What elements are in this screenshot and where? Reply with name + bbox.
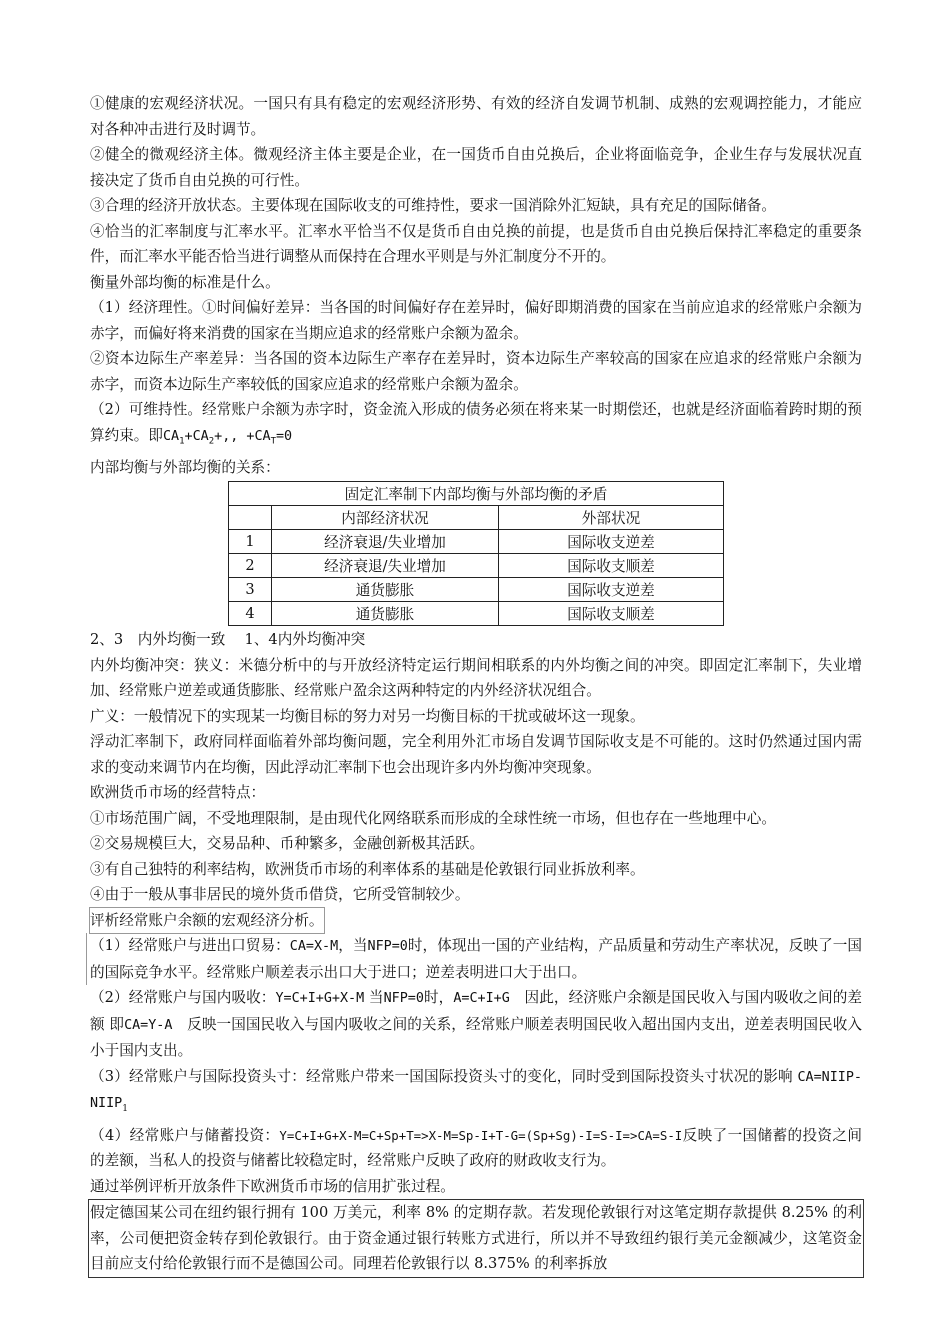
section-heading: 通过举例评析开放条件下欧洲货币市场的信用扩张过程。 [90,1177,455,1195]
ca-paragraph-4: （4）经常账户与储蓄投资：Y=C+I+G+X-M=C+Sp+T=>X-M=Sp-I+T-G=(Sp+Sg)-I=S-I=>CA=S-I反映了一国储蓄的投资之间的差额，当私人的投资与储蓄比较稳定时，经常账户反映了政府的财政收支行为。 [90,1126,862,1170]
table-header [229,506,272,530]
table-header: 内部经济状况 [272,506,499,530]
paragraph: 广义：一般情况下的实现某一均衡目标的努力对另一均衡目标的干扰或破坏这一现象。 [90,707,645,725]
table-row: 4 通货膨胀 国际收支顺差 [229,602,724,626]
balance-conflict-table [228,481,724,626]
document-page [90,91,862,1278]
paragraph: ①市场范围广阔，不受地理限制，是由现代化网络联系而形成的全球性统一市场，但也存在一些地理中心。 [90,809,776,827]
ca-paragraph-1: （1）经常账户与进出口贸易：CA=X-M，当NFP=0时，体现出一国的产业结构，产品质量和劳动生产率状况，反映了一国的国际竞争水平。经常账户顺差表示出口大于进口；逆差表明进口大于出口。 [86,933,862,985]
ca-paragraph-3: （3）经常账户与国际投资头寸：经常账户带来一国国际投资头寸的变化，同时受到国际投资头寸状况的影响 $CA=NIIP-NIIP_1$ [90,1067,862,1115]
budget-formula: $CA_1+CA_2+$,, $+CA_T=0$ [162,428,293,447]
paragraph: ③有自己独特的利率结构，欧洲货币市场的利率体系的基础是伦敦银行同业拆放利率。 [90,860,645,878]
section-heading: 欧洲货币市场的经营特点： [90,784,266,802]
section-heading: 衡量外部均衡的标准是什么。 [90,273,280,291]
table-row: 1 经济衰退/失业增加 国际收支逆差 [229,530,724,554]
paragraph: ②交易规模巨大，交易品种、币种繁多，金融创新极其活跃。 [90,835,485,853]
paragraph: ②健全的微观经济主体。微观经济主体主要是企业，在一国货币自由兑换后，企业将面临竞争，企业生存与发展状况直接决定了货币自由兑换的可行性。 [90,146,862,189]
table-row: 2 经济衰退/失业增加 国际收支顺差 [229,554,724,578]
table-caption: 固定汇率制下内部均衡与外部均衡的矛盾 [229,482,724,506]
table-header: 外部状况 [499,506,724,530]
ca-title: 评析经常账户余额的宏观经济分析。 [90,908,324,934]
paragraph: 2、3 内外均衡一致 1、4内外均衡冲突 [90,631,366,649]
section-heading [90,908,862,934]
section-heading: 内部均衡与外部均衡的关系： [90,458,280,476]
paragraph: ③合理的经济开放状态。主要体现在国际收支的可维持性，要求一国消除外汇短缺，具有充足的国际储备。 [90,197,776,214]
paragraph: ④由于一般从事非居民的境外货币借贷，它所受管制较少。 [90,886,470,904]
sustain-text: （2）可维持性。经常账户余额为赤字时，资金流入形成的债务必须在将来某一时期偿还，也就是经济面临着跨时期的预算约束。即 [90,401,862,444]
ca-paragraph-2: （2）经常账户与国内吸收：Y=C+I+G+X-M 当NFP=0时，A=C+I+G 因此，经济账户余额是国民收入与国内吸收之间的差额 即CA=Y-A 反映一国国民收入与国内吸收之间的关系，经常账户顺差表明国民收入超出国内支出，逆差表明国民收入小于国内支出。 [90,989,862,1060]
paragraph: ②资本边际生产率差异：当各国的资本边际生产率存在差异时，资本边际生产率较高的国家在应追求的经常账户余额为赤字，而资本边际生产率较低的国家应追求的经常账户余额为盈余。 [90,350,862,393]
paragraph: 浮动汇率制下，政府同样面临着外部均衡问题，完全利用外汇市场自发调节国际收支是不可能的。这时仍然通过国内需求的变动来调节内在均衡，因此浮动汇率制下也会出现许多内外均衡冲突现象。 [90,733,862,776]
paragraph: ④恰当的汇率制度与汇率水平。汇率水平恰当不仅是货币自由兑换的前提，也是货币自由兑换后保持汇率稳定的重要条件，而汇率水平能否恰当进行调整从而保持在合理水平则是与外汇制度分不开的。 [90,222,862,265]
example-paragraph: 假定德国某公司在纽约银行拥有 100 万美元，利率 8% 的定期存款。若发现伦敦银行对这笔定期存款提供 8.25% 的利率，公司便把资金转存到伦敦银行。由于资金通过银行转账方式进行，所以并不导致纽约银行美元金额减少，这笔资金目前应支付给伦敦银行而不是德国公司。同理若伦敦银行以 8.375% 的利率拆放 [88,1199,864,1278]
paragraph: （1）经济理性。①时间偏好差异：当各国的时间偏好存在差异时，偏好即期消费的国家在当前应追求的经常账户余额为赤字，而偏好将来消费的国家在当期应追求的经常账户余额为盈余。 [90,299,862,342]
table-row: 3 通货膨胀 国际收支逆差 [229,578,724,602]
sustainability-paragraph [90,397,862,455]
paragraph: ①健康的宏观经济状况。一国只有具有稳定的宏观经济形势、有效的经济自发调节机制、成熟的宏观调控能力，才能应对各种冲击进行及时调节。 [90,95,862,138]
paragraph: 内外均衡冲突：狭义：米德分析中的与开放经济特定运行期间相联系的内外均衡之间的冲突。即固定汇率制下，失业增加、经常账户逆差或通货膨胀、经常账户盈余这两种特定的内外经济状况组合。 [90,656,862,700]
